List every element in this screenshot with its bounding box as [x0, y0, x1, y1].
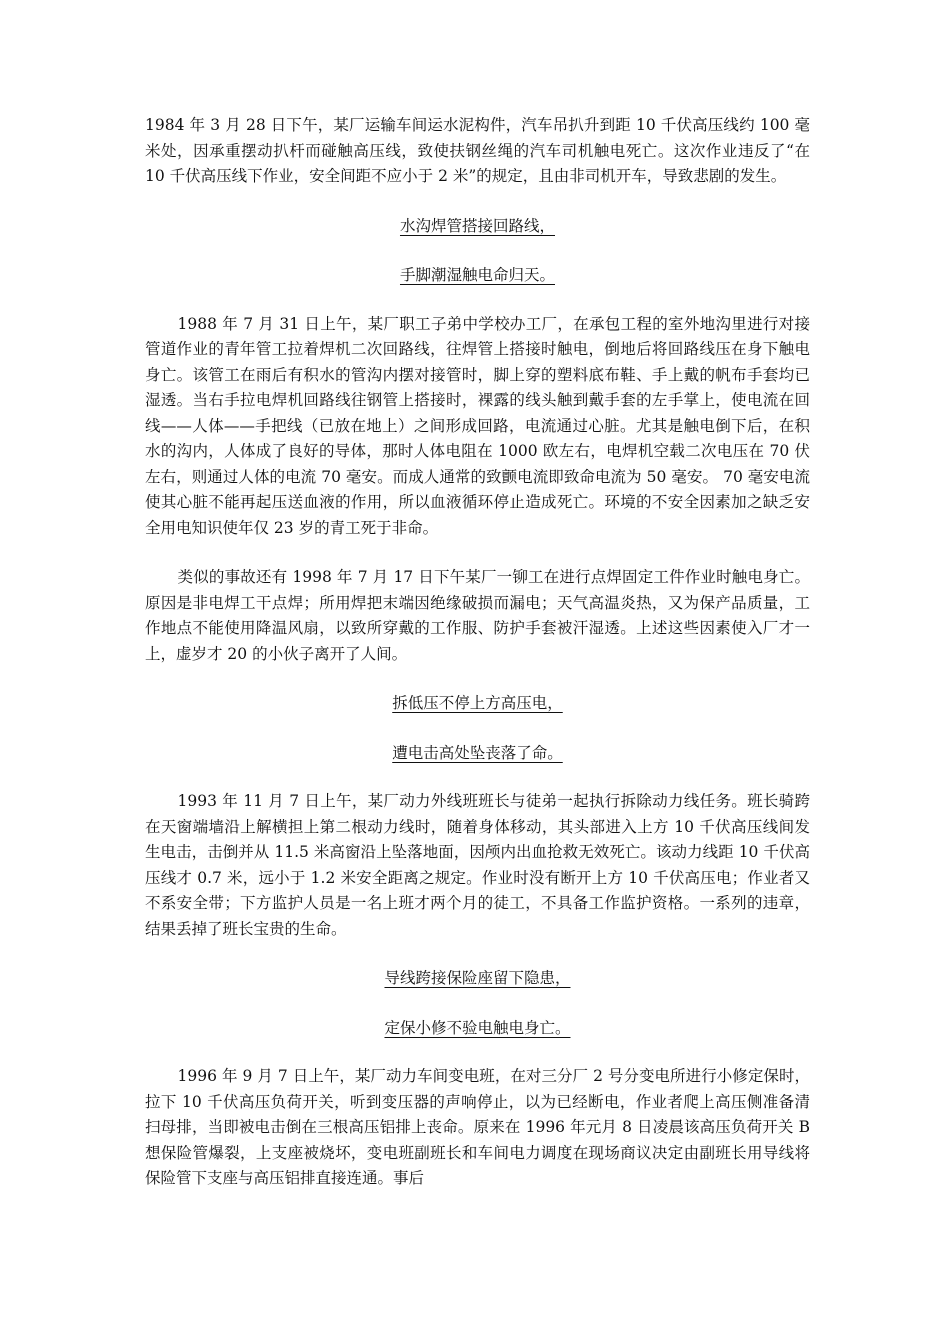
section-2-heading-line-1: 拆低压不停上方高压电， — [392, 694, 563, 712]
document-page — [145, 113, 810, 1192]
section-2-heading-line-2: 遭电击高处坠丧落了命。 — [392, 743, 563, 762]
section-1-heading-line-1: 水沟焊管搭接回路线， — [399, 216, 555, 235]
intro-paragraph: 1984 年 3 月 28 日下午，某厂运输车间运水泥构件，汽车吊扒升到距 10 千伏高压线约 100 毫米处，因承重摆动扒杆而碰触高压线，致使扶钢丝绳的汽车司机触电死亡。这次作业违反了“在 10 千伏高压线下作业，安全间距不应小于 2 米”的规定，且由非司机开车，导致悲剧的发生。 — [145, 116, 810, 185]
section-3-heading-line-1: 导线跨接保险座留下隐患， — [384, 969, 571, 987]
section-1-paragraph-1: 1988 年 7 月 31 日上午，某厂职工子弟中学校办工厂，在承包工程的室外地沟里进行对接管道作业的青年管工拉着焊机二次回路线，往焊管上搭接时触电，倒地后将回路线压在身下触电身亡。该管工在雨后有积水的管沟内摆对接管时，脚上穿的塑料底布鞋、手上戴的帆布手套均已湿透。当右手拉电焊机回路线往钢管上搭接时，裸露的线头触到戴手套的左手掌上，使电流在回线——人体——手把线（已放在地上）之间形成回路，电流通过心脏。尤其是触电倒下后，在积水的沟内，人体成了良好的导体，那时人体电阻在 1000 欧左右，电焊机空载二次电压在 70 伏左右，则通过人体的电流 70 毫安。而成人通常的致颤电流即致命电流为 50 毫安。 70 毫安电流使其心脏不能再起压送血液的作用，所以血液循环停止造成死亡。环境的不安全因素加之缺乏安全用电知识使年仅 23 岁的青工死于非命。 — [145, 314, 810, 537]
section-1-heading-line-2: 手脚潮湿触电命归天。 — [399, 266, 555, 284]
section-3-heading-line-2: 定保小修不验电触电身亡。 — [384, 1018, 571, 1037]
section-3-paragraph-1: 1996 年 9 月 7 日上午，某厂动力车间变电班，在对三分厂 2 号分变电所进行小修定保时，拉下 10 千伏高压负荷开关，听到变压器的声响停止，以为已经断电，作业者爬上高压侧准备清扫母排，当即被电击倒在三根高压铝排上丧命。原来在 1996 年元月 8 日凌晨该高压负荷开关 B 想保险管爆裂，上支座被烧坏，变电班副班长和车间电力调度在现场商议决定由副班长用导线将保险管下支座与高压铝排直接连通。事后 — [145, 1067, 810, 1187]
section-1-paragraph-2: 类似的事故还有 1998 年 7 月 17 日下午某厂一铆工在进行点焊固定工件作业时触电身亡。原因是非电焊工干点焊；所用焊把末端因绝缘破损而漏电；天气高温炎热，又为保产品质量，工作地点不能使用降温风扇，以致所穿戴的工作服、防护手套被汗湿透。上述这些因素使入厂才一上，虚岁才 20 的小伙子离开了人间。 — [145, 568, 810, 663]
section-2-paragraph-1: 1993 年 11 月 7 日上午，某厂动力外线班班长与徒弟一起执行拆除动力线任务。班长骑跨在天窗端墙沿上解横担上第二根动力线时，随着身体移动，其头部进入上方 10 千伏高压线间发生电击，击倒并从 11.5 米高窗沿上坠落地面，因颅内出血抢救无效死亡。该动力线距 10 千伏高压线才 0.7 米，远小于 1.2 米安全距离之规定。作业时没有断开上方 10 千伏高压电；作业者又不系安全带；下方监护人员是一名上班才两个月的徒工，不具备工作监护资格。一系列的违章，结果丢掉了班长宝贵的生命。 — [145, 792, 810, 938]
